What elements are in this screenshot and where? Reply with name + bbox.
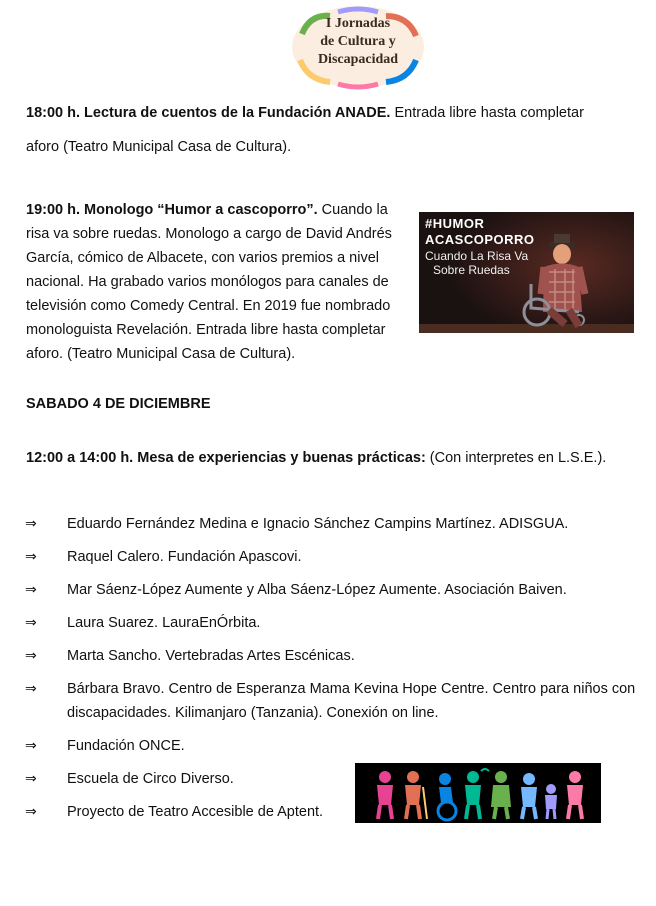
event-anade-venue: aforo (Teatro Municipal Casa de Cultura). (26, 139, 292, 155)
arrow-icon: ⇒ (25, 771, 37, 787)
arrow-icon: ⇒ (25, 804, 37, 820)
list-item-text: Escuela de Circo Diverso. (67, 771, 234, 787)
list-item (0, 512, 647, 536)
list-item-text: Raquel Calero. Fundación Apascovi. (67, 549, 302, 565)
diversity-figures-image (355, 763, 601, 823)
list-item (0, 734, 647, 758)
list-item-text: Mar Sáenz-López Aumente y Alba Sáenz-López Aumente. Asociación Baiven. (67, 582, 567, 598)
saturday-heading: SABADO 4 DE DICIEMBRE (26, 396, 211, 412)
mesa-note: (Con interpretes en L.S.E.). (425, 450, 607, 466)
mesa-title: 12:00 a 14:00 h. Mesa de experiencias y buenas prácticas: (26, 450, 426, 466)
list-item-text: Marta Sancho. Vertebradas Artes Escénicas. (67, 648, 355, 664)
list-item-text: Fundación ONCE. (67, 738, 185, 754)
logo-line-3: Discapacidad (317, 52, 399, 67)
people-figures-illustration (355, 763, 601, 823)
event-anade (26, 101, 626, 159)
list-item-text: Bárbara Bravo. Centro de Esperanza Mama Kevina Hope Centre. Centro para niños con discapacidades. Kilimanjaro (Tanzania). Conexión on line. (67, 681, 636, 721)
list-item (0, 611, 647, 635)
list-item-text: Laura Suarez. LauraEnÓrbita. (67, 615, 261, 631)
poster-title-1: #HUMOR (425, 216, 485, 231)
list-item-text: Eduardo Fernández Medina e Ignacio Sánchez Campins Martínez. ADISGUA. (67, 516, 569, 532)
list-item (0, 644, 647, 668)
poster-title-2: ACASCOPORRO (425, 232, 535, 247)
arrow-icon: ⇒ (25, 615, 37, 631)
list-item (0, 578, 647, 602)
event-monologo-text: Cuando la risa va sobre ruedas. Monologo a cargo de David Andrés García, cómico de Albacete, con varios premios a nivel nacional. Ha grabado varios monólogos para canales de televisión como Comedy Central. En 2019 fue nombrado monologuista Revelación. Entrada libre hasta completar aforo. (Teatro Municipal Casa de Cultura). (26, 202, 392, 362)
arrow-icon: ⇒ (25, 738, 37, 754)
event-monologo (26, 198, 406, 366)
arrow-icon: ⇒ (25, 549, 37, 565)
list-item (0, 677, 647, 725)
event-monologo-title: 19:00 h. Monologo “Humor a cascoporro”. (26, 202, 318, 218)
event-logo (290, 4, 426, 90)
list-item (0, 545, 647, 569)
event-anade-text: Entrada libre hasta completar (390, 105, 584, 121)
arrow-icon: ⇒ (25, 516, 37, 532)
event-anade-title: 18:00 h. Lectura de cuentos de la Fundación ANADE. (26, 105, 391, 121)
poster-subtitle-1: Cuando La Risa Va (425, 249, 529, 263)
list-item-text: Proyecto de Teatro Accesible de Aptent. (67, 804, 324, 820)
logo-line-2: de Cultura y (320, 34, 396, 49)
monologo-poster-image (419, 212, 634, 333)
mesa-experiencias (26, 446, 646, 470)
arrow-icon: ⇒ (25, 582, 37, 598)
poster-subtitle-2: Sobre Ruedas (433, 263, 510, 277)
arrow-icon: ⇒ (25, 648, 37, 664)
arrow-icon: ⇒ (25, 681, 37, 697)
logo-line-1: I Jornadas (325, 16, 391, 31)
